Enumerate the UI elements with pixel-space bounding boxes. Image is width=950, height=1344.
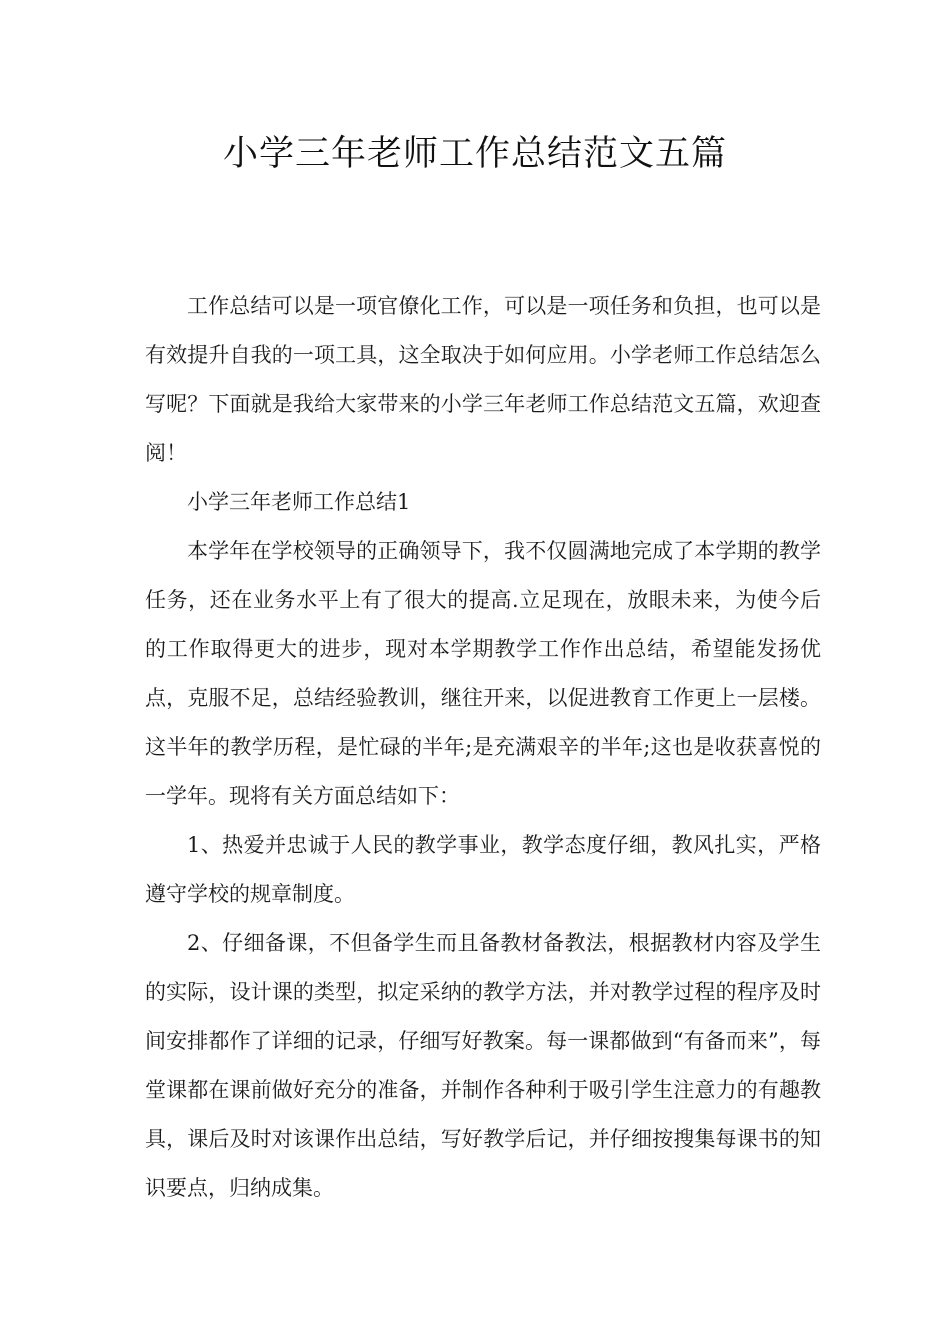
- section-heading: 小学三年老师工作总结1: [187, 490, 411, 514]
- list-item-1: 1、热爱并忠诚于人民的教学事业，教学态度仔细，教风扎实，严格遵守学校的规章制度。: [145, 833, 821, 906]
- body-paragraph: 本学年在学校领导的正确领导下，我不仅圆满地完成了本学期的教学任务，还在业务水平上有了很大的提高.立足现在，放眼未来，为使今后的工作取得更大的进步，现对本学期教学工作作出总结，希望能发扬优点，克服不足，总结经验教训，继往开来，以促进教育工作更上一层楼。这半年的教学历程，是忙碌的半年;是充满艰辛的半年;这也是收获喜悦的一学年。现将有关方面总结如下：: [145, 539, 821, 808]
- list-item-2: 2、仔细备课，不但备学生而且备教材备教法，根据教材内容及学生的实际，设计课的类型，拟定采纳的教学方法，并对教学过程的程序及时间安排都作了详细的记录，仔细写好教案。每一课都做到“有备而来”，每堂课都在课前做好充分的准备，并制作各种利于吸引学生注意力的有趣教具，课后及时对该课作出总结，写好教学后记，并仔细按搜集每课书的知识要点，归纳成集。: [145, 931, 821, 1200]
- document-body: [145, 282, 821, 1213]
- document-title: 小学三年老师工作总结范文五篇: [222, 134, 727, 174]
- intro-paragraph: 工作总结可以是一项官僚化工作，可以是一项任务和负担，也可以是有效提升自我的一项工具，这全取决于如何应用。小学老师工作总结怎么写呢？下面就是我给大家带来的小学三年老师工作总结范文五篇，欢迎查阅！: [145, 294, 821, 465]
